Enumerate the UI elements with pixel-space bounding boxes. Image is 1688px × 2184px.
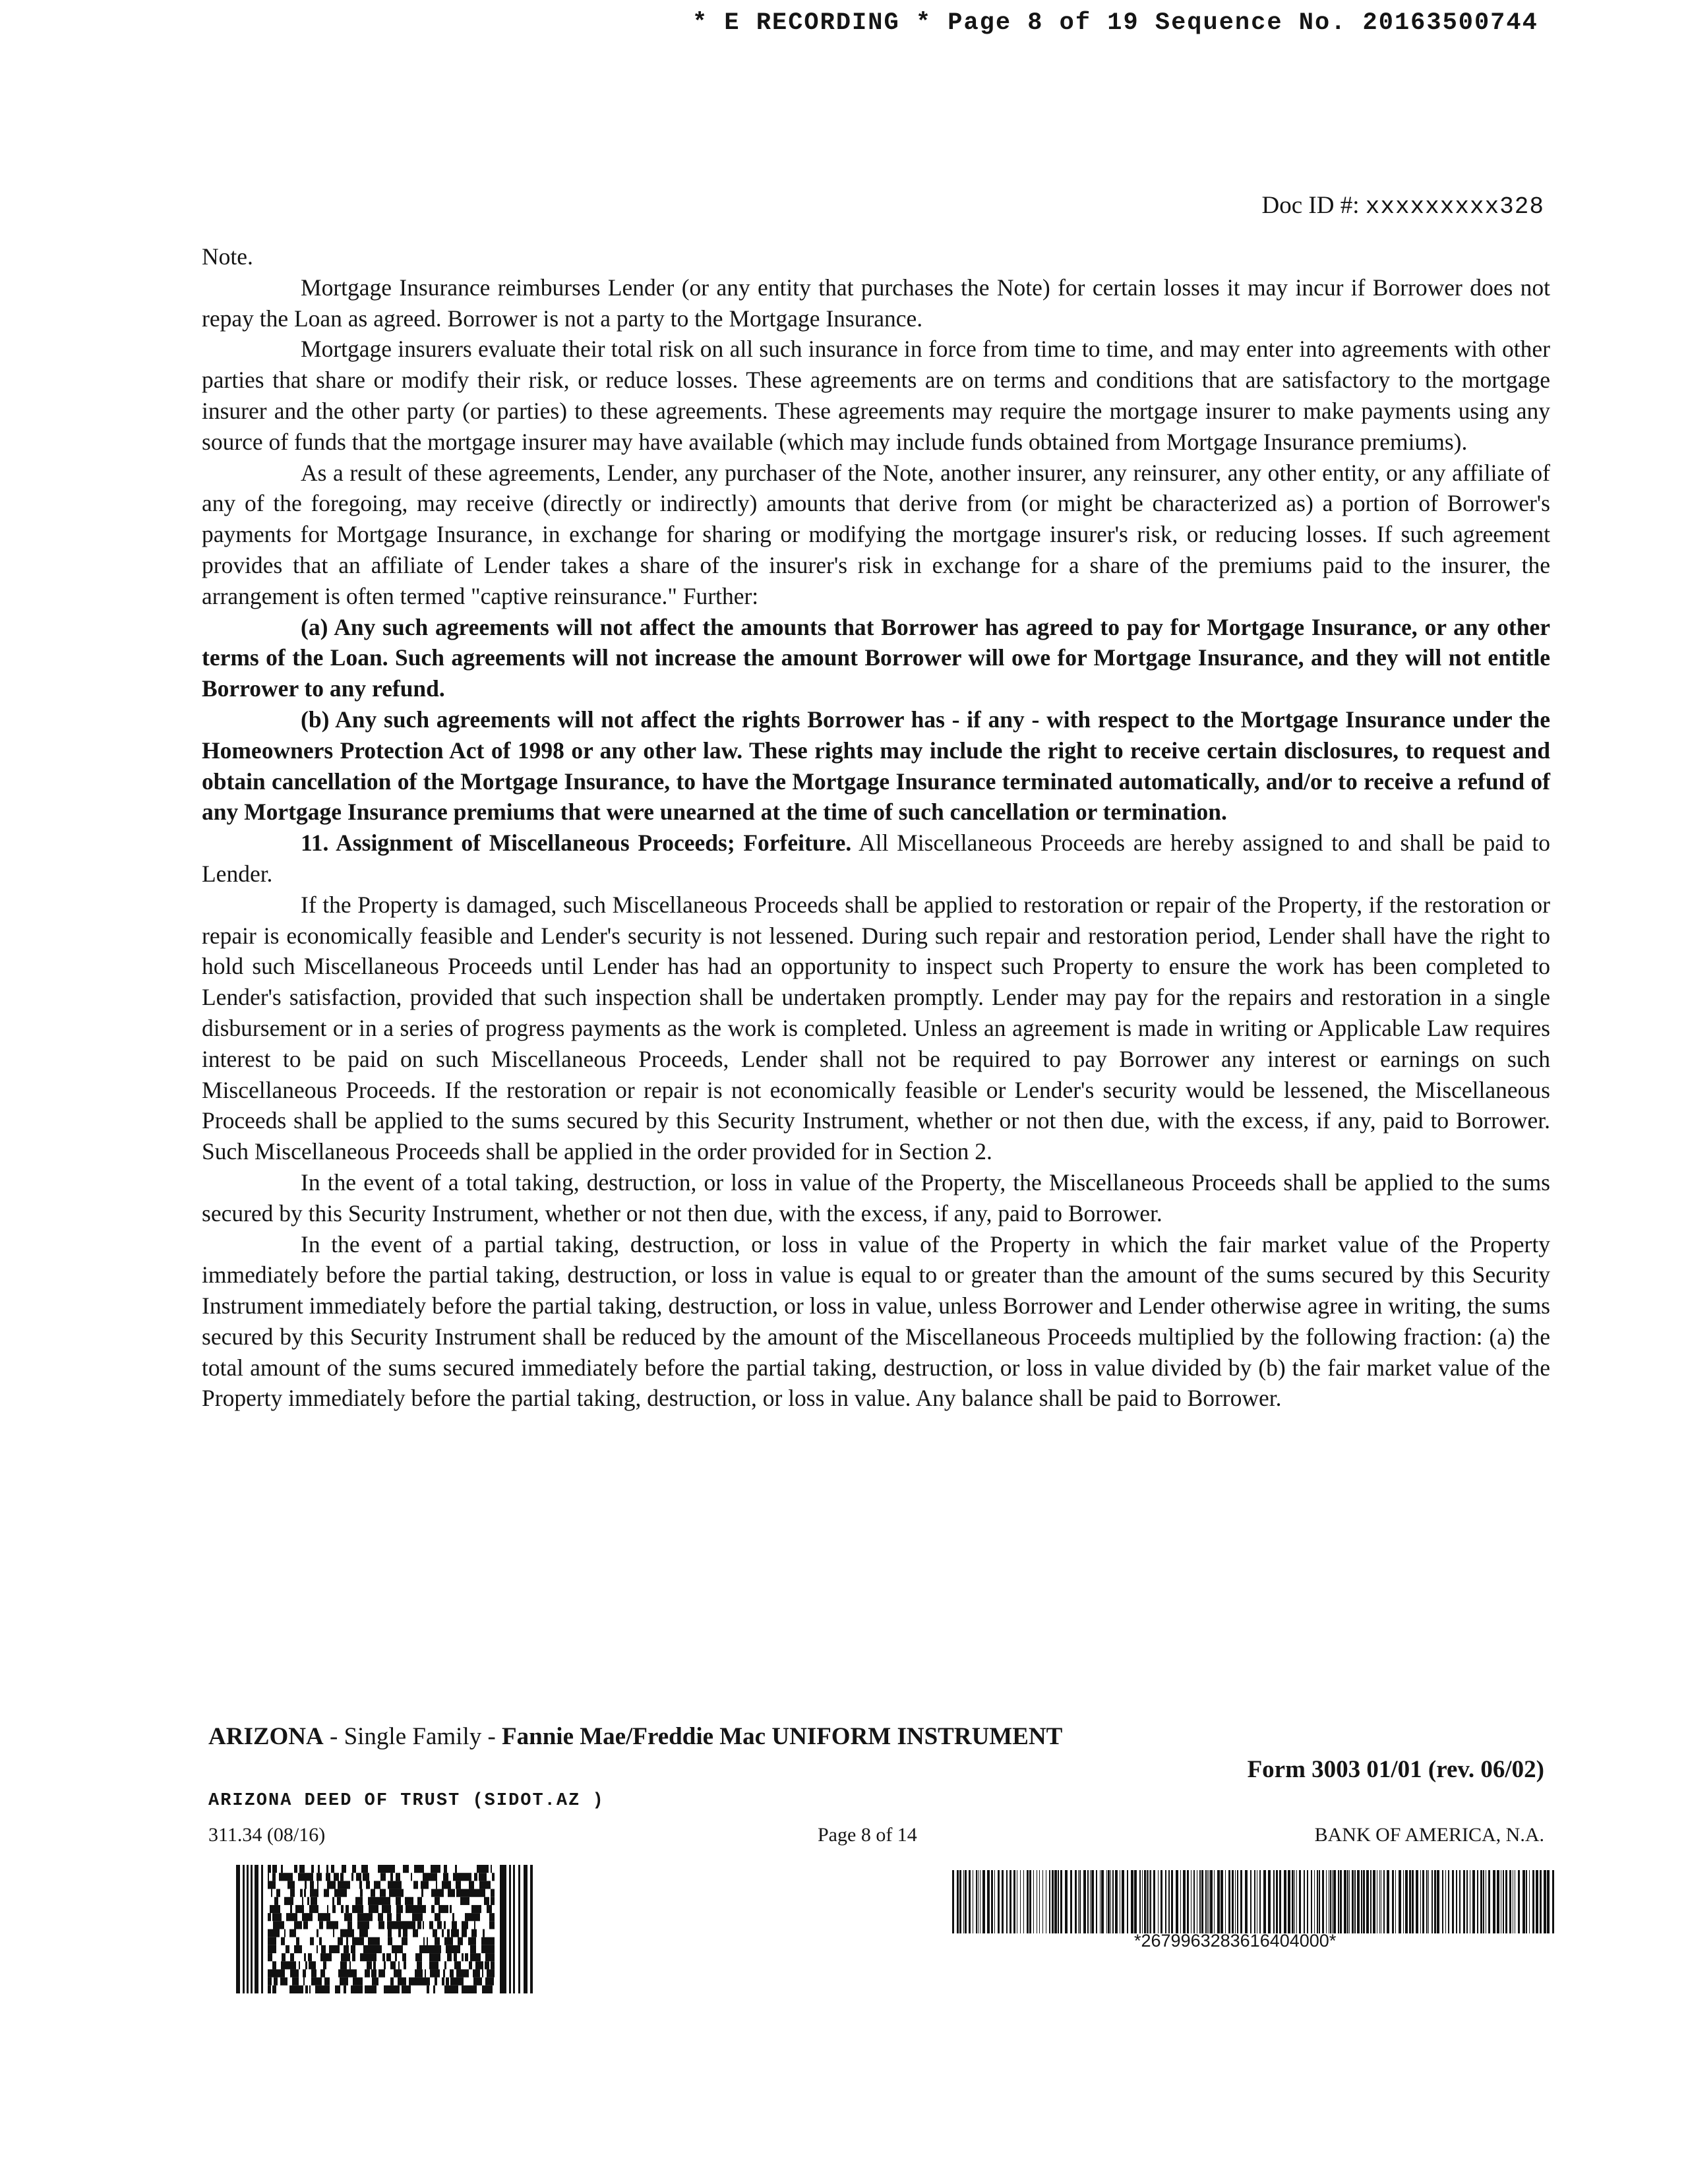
paragraph-property-damaged: If the Property is damaged, such Miscellaneous Proceeds shall be applied to restoration or repair of the Property, if the restoration or repair is economically feasible and Lender's security is not lessened. During such repair and restoration period, Lender shall have the right to hold such Miscellaneous Proceeds until Lender has had an opportunity to inspect such Property to ensure the work has been completed to Lender's satisfaction, provided that such inspection shall be undertaken promptly. Lender may pay for the repairs and restoration in a single disbursement or in a series of progress payments as the work is completed. Unless an agreement is made in writing or Applicable Law requires interest to be paid on such Miscellaneous Proceeds, Lender shall not be required to pay Borrower any interest or earnings on such Miscellaneous Proceeds. If the restoration or repair is not economically feasible or Lender's security would be lessened, the Miscellaneous Proceeds shall be applied to the sums secured by this Security Instrument, whether or not then due, with the excess, if any, paid to Borrower. Such Miscellaneous Proceeds shall be applied in the order provided for in Section 2. bbox=[202, 891, 1550, 1165]
footer-state: ARIZONA bbox=[208, 1723, 324, 1750]
section-11-heading: 11. Assignment of Miscellaneous Proceeds; Forfeiture. bbox=[301, 830, 852, 857]
paragraph-note: Note. bbox=[202, 243, 253, 270]
recording-header: * E RECORDING * Page 8 of 19 Sequence No. 20163500744 bbox=[692, 9, 1538, 37]
section-11-text: All Miscellaneous Proceeds are hereby assigned to and shall be paid to Lender. bbox=[202, 830, 1550, 887]
document-body bbox=[202, 241, 1550, 1414]
deed-title: ARIZONA DEED OF TRUST (SIDOT.AZ ) bbox=[208, 1791, 605, 1811]
paragraph-mi-reimburses: Mortgage Insurance reimburses Lender (or any entity that purchases the Note) for certain losses it may incur if Borrower does not repay the Loan as agreed. Borrower is not a party to the Mortgage Insurance. bbox=[202, 274, 1550, 332]
doc-id-label: Doc ID #: bbox=[1261, 192, 1366, 219]
footer-instrument-title bbox=[208, 1722, 1062, 1751]
paragraph-section-11 bbox=[202, 828, 1550, 890]
bank-name: BANK OF AMERICA, N.A. bbox=[1314, 1824, 1544, 1846]
page-number: Page 8 of 14 bbox=[818, 1824, 917, 1846]
barcode-number: *2679963283616404000* bbox=[1134, 1931, 1337, 1951]
linear-barcode-icon bbox=[952, 1870, 1559, 1933]
paragraph-partial-taking: In the event of a partial taking, destruction, or loss in value of the Property in which the fair market value of the Property immediately before the partial taking, destruction, or loss in value is equal to or greater than the amount of the sums secured by this Security Instrument immediately before the partial taking, destruction, or loss in value, unless Borrower and Lender otherwise agree in writing, the sums secured by this Security Instrument shall be reduced by the amount of the Miscellaneous Proceeds multiplied by the following fraction: (a) the total amount of the sums secured immediately before the partial taking, destruction, or loss in value divided by (b) the fair market value of the Property immediately before the partial taking, destruction, or loss in value. Any balance shall be paid to Borrower. bbox=[202, 1230, 1550, 1412]
paragraph-clause-b: (b) Any such agreements will not affect the rights Borrower has - if any - with respect to the Mortgage Insurance under the Homeowners Protection Act of 1998 or any other law. These rights may include the right to receive certain disclosures, to request and obtain cancellation of the Mortgage Insurance, to have the Mortgage Insurance terminated automatically, and/or to receive a refund of any Mortgage Insurance premiums that were unearned at the time of such cancellation or termination. bbox=[202, 706, 1550, 826]
paragraph-total-taking: In the event of a total taking, destruction, or loss in value of the Property, the Miscellaneous Proceeds shall be applied to the sums secured by this Security Instrument, whether or not then due, with the excess, if any, paid to Borrower. bbox=[202, 1168, 1550, 1227]
doc-id-value: xxxxxxxxx328 bbox=[1365, 193, 1544, 220]
footer-instrument: Fannie Mae/Freddie Mac UNIFORM INSTRUMENT bbox=[502, 1723, 1063, 1750]
doc-id bbox=[1262, 191, 1544, 220]
paragraph-agreements-result: As a result of these agreements, Lender, any purchaser of the Note, another insurer, any reinsurer, any other entity, or any affiliate of any of the foregoing, may receive (directly or indirectly) amounts that derive from (or might be characterized as) a portion of Borrower's payments for Mortgage Insurance, in exchange for sharing or modifying the mortgage insurer's risk, or reducing losses. If such agreement provides that an affiliate of Lender takes a share of the insurer's risk in exchange for a share of the premiums paid to the insurer, the arrangement is often termed "captive reinsurance." Further: bbox=[202, 459, 1550, 609]
pdf417-barcode-icon bbox=[236, 1865, 533, 1993]
form-code: 311.34 (08/16) bbox=[208, 1824, 326, 1846]
paragraph-clause-a: (a) Any such agreements will not affect the amounts that Borrower has agreed to pay for Mortgage Insurance, or any other terms of the Loan. Such agreements will not increase the amount Borrower will owe for Mortgage Insurance, and they will not entitle Borrower to any refund. bbox=[202, 613, 1550, 702]
form-number: Form 3003 01/01 (rev. 06/02) bbox=[1247, 1756, 1544, 1783]
footer-family: - Single Family - bbox=[323, 1723, 502, 1750]
paragraph-mi-insurers: Mortgage insurers evaluate their total risk on all such insurance in force from time to time, and may enter into agreements with other parties that share or modify their risk, or reduce losses. These agreements are on terms and conditions that are satisfactory to the mortgage insurer and the other party (or parties) to these agreements. These agreements may require the mortgage insurer to make payments using any source of funds that the mortgage insurer may have available (which may include funds obtained from Mortgage Insurance premiums). bbox=[202, 336, 1550, 455]
